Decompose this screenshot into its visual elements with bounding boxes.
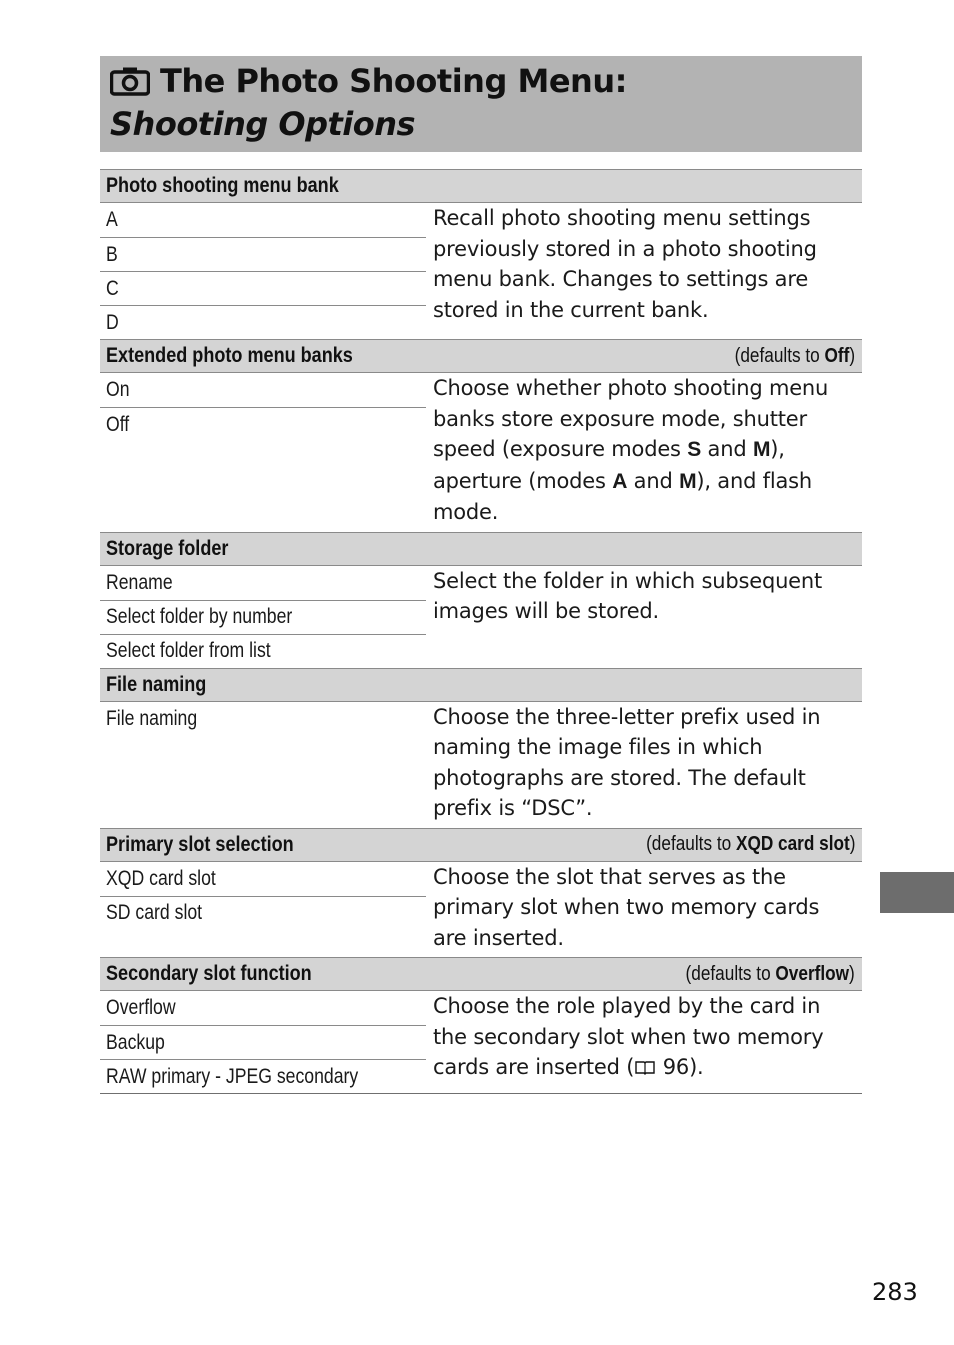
option-list — [100, 373, 426, 532]
option-item: On — [106, 378, 130, 401]
option-list — [100, 991, 426, 1093]
option-item: Off — [100, 407, 426, 441]
section-title: File naming — [106, 672, 207, 696]
default-value: Overflow — [775, 962, 850, 985]
camera-icon — [110, 66, 150, 96]
section-description: Choose the three-letter prefix used in naming the image files in which photographs are stored. The default prefix is “DSC”. — [433, 704, 821, 820]
default-value: XQD card slot — [735, 833, 850, 855]
chapter-side-tab — [880, 872, 954, 913]
section-description: Choose whether photo shooting menu banks store exposure mode, shutter speed (exposure modes S and M), aperture (modes A and M), and flash mode. — [433, 376, 829, 524]
section-header-file-naming — [100, 668, 862, 702]
option-list — [100, 862, 426, 958]
table-bottom-rule — [100, 1093, 862, 1094]
title-text-line-2: Shooting Options — [110, 105, 416, 143]
option-item: Overflow — [106, 996, 176, 1019]
default-value: Off — [824, 344, 850, 367]
option-item: Select folder by number — [100, 600, 426, 634]
option-item: Select folder from list — [100, 634, 426, 668]
title-text-line-1: The Photo Shooting Menu: — [160, 62, 627, 100]
option-item: D — [100, 305, 426, 339]
section-body — [100, 991, 862, 1093]
section-title: Secondary slot function — [106, 962, 312, 985]
option-item: RAW primary - JPEG secondary — [100, 1059, 426, 1093]
option-list — [100, 203, 426, 339]
option-item: B — [100, 237, 426, 271]
section-body — [100, 862, 862, 958]
section-body — [100, 203, 862, 339]
settings-table — [100, 169, 862, 1094]
default-note: (defaults to XQD card slot) — [645, 833, 855, 855]
section-body — [100, 373, 862, 532]
page-number: 283 — [872, 1278, 918, 1306]
section-description: Choose the role played by the card in the secondary slot when two memory cards are inserted ( 96). — [433, 994, 824, 1079]
option-item: SD card slot — [100, 896, 426, 930]
default-note: (defaults to Overflow) — [685, 962, 855, 985]
option-item: Rename — [106, 570, 173, 594]
section-header-photo-shooting-menu-bank — [100, 169, 862, 203]
option-item: A — [106, 208, 118, 231]
section-description: Choose the slot that serves as the primary slot when two memory cards are inserted. — [433, 864, 820, 950]
section-body — [100, 702, 862, 828]
page-title-banner — [100, 56, 862, 152]
section-header-secondary-slot-function — [100, 957, 862, 991]
section-title: Primary slot selection — [106, 832, 294, 856]
section-header-primary-slot-selection — [100, 828, 862, 862]
option-item: C — [100, 271, 426, 305]
section-description: Recall photo shooting menu settings previously stored in a photo shooting menu bank. Changes to settings are stored in the current bank. — [433, 206, 817, 322]
option-item: XQD card slot — [106, 866, 216, 890]
section-title: Extended photo menu banks — [106, 344, 353, 367]
section-title: Storage folder — [106, 536, 229, 560]
option-item: Backup — [100, 1025, 426, 1059]
section-body — [100, 566, 862, 668]
option-list — [100, 566, 426, 668]
section-header-storage-folder — [100, 532, 862, 566]
section-title: Photo shooting menu bank — [106, 174, 339, 197]
book-icon — [634, 1059, 656, 1075]
option-list — [100, 702, 426, 828]
default-note: (defaults to Off) — [734, 344, 855, 367]
page-title-line-1 — [110, 59, 852, 103]
section-header-extended-photo-menu-banks — [100, 339, 862, 373]
option-item: File naming — [106, 706, 198, 730]
section-description: Select the folder in which subsequent images will be stored. — [433, 568, 823, 623]
